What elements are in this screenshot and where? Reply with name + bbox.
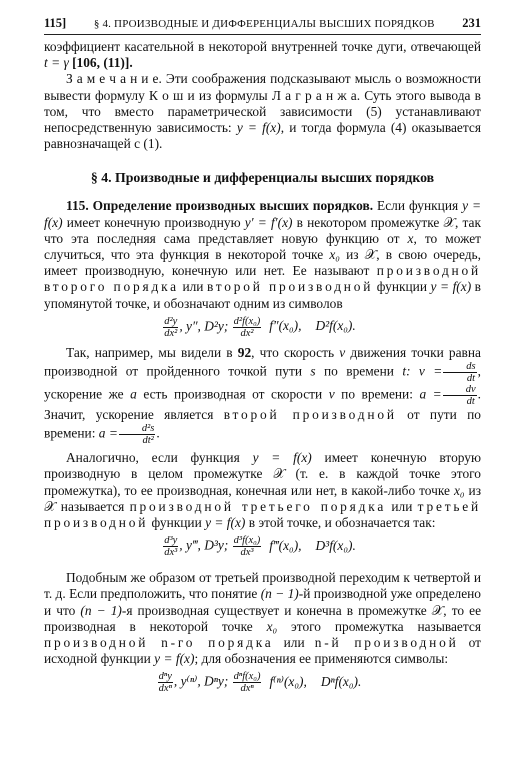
fraction: $\frac{\text{dⁿf(x₀)}}{\text{dxⁿ}}$ xyxy=(233,671,261,695)
running-title: § 4. ПРОИЗВОДНЫЕ И ДИФФЕРЕНЦИАЛЫ ВЫСШИХ ПОРЯДКОВ xyxy=(93,18,435,30)
paragraph-nth-derivative xyxy=(44,570,481,667)
spaced-term: производной n-го порядка xyxy=(44,635,274,651)
text: , то может случиться, что эта функция в некоторой точке xyxy=(44,230,481,263)
spaced-name: Л а г р а н ж а. xyxy=(271,87,361,103)
formula-third-derivative xyxy=(44,535,481,558)
subsection-heading: 115. Определение производных высших порядков. xyxy=(66,198,374,214)
math-inline: x₀ xyxy=(329,247,340,263)
math-inline: v xyxy=(328,386,335,402)
folio-number: 231 xyxy=(462,16,481,30)
reference: 92 xyxy=(237,344,252,360)
spaced-term: второй производной xyxy=(207,279,374,295)
formula-text: , y‴, D³y; xyxy=(179,537,232,553)
formula-nth-derivative xyxy=(44,671,481,694)
math-inline: y = f(x) xyxy=(252,450,312,466)
math-inline: t = γ xyxy=(44,55,69,71)
paragraph-example xyxy=(44,345,481,446)
text: или xyxy=(273,635,315,651)
formula-text: f″(x₀), xyxy=(269,318,302,334)
paragraph-definition xyxy=(44,198,481,311)
paragraph-third-derivative xyxy=(44,450,481,531)
text: Если функция xyxy=(373,198,463,214)
text: из формулы xyxy=(194,87,272,103)
text: -й производной уже определено и что xyxy=(44,586,482,618)
fraction: $\frac{\text{d²f(x₀)}}{\text{dx²}}$ xyxy=(233,315,261,339)
text: в упомянутой точке, и обозначают одним из символов xyxy=(44,279,482,311)
math-inline: (n − 1) xyxy=(80,602,122,618)
text: движения точки равна производной от пройденного точкой пути xyxy=(44,344,481,379)
math-inline: (n − 1) xyxy=(260,586,299,602)
text: функции xyxy=(148,515,206,531)
text: -я производная существует и конечна в промежутке 𝒳, то ее производная в некоторой точке xyxy=(44,602,482,634)
formula-text: , y⁽ⁿ⁾, Dⁿy; xyxy=(173,674,232,690)
text: в этой точке, и обозначается так: xyxy=(245,515,436,531)
fraction: $\frac{\text{d²y}}{\text{dx²}}$ xyxy=(164,315,178,339)
formula-text: f⁽ⁿ⁾(x₀), xyxy=(269,674,307,690)
text: от пути по времени: xyxy=(44,407,482,441)
running-header xyxy=(44,16,481,35)
section-title: § 4. Производные и дифференциалы высших порядков xyxy=(90,170,435,186)
text: от исходной функции xyxy=(44,635,482,667)
formula-second-derivative xyxy=(44,316,481,339)
spaced-term: n-й производной xyxy=(314,635,459,651)
math-inline: t: v = xyxy=(402,363,443,379)
text: есть производная от скорости xyxy=(136,386,329,402)
spaced-term: производной второго порядка xyxy=(44,263,481,295)
text: . xyxy=(156,425,160,441)
text: по времени: xyxy=(334,386,420,402)
math-inline: x xyxy=(407,230,414,246)
text: коэффициент касательной в некоторой внутренней точке дуги, отвечающей xyxy=(44,39,481,54)
text: , и тогда формула (4) оказывается равнозначащей с (1). xyxy=(44,120,481,152)
spaced-name: К о ш и xyxy=(149,87,195,103)
text: З а м е ч а н и е. Эти соображения подсказывают мысль о возможности вывести формулу xyxy=(44,71,481,103)
paragraph-remark xyxy=(44,71,481,152)
math-inline: y = f(x) xyxy=(430,279,472,295)
text: из 𝒳 называется xyxy=(44,482,481,514)
text: имеет конечную вторую производную в целом промежутке 𝒳 (т. е. в каждой точке этого промежутка), то ее производная, конечная или нет, в какой-либо точке xyxy=(44,450,481,498)
math-inline: y = f(x) xyxy=(236,120,281,136)
formula-text: f‴(x₀), xyxy=(269,537,302,553)
formula-text: D²f(x₀). xyxy=(315,318,356,334)
text: имеет конечную производную xyxy=(62,214,245,230)
math-inline: y = f(x) xyxy=(154,651,195,667)
text: Суть этого вывода в том, что вместо параметрической зависимости (5) устанавливают непосредственную зависимость: xyxy=(44,87,481,136)
spaced-term: производной третьего порядка xyxy=(129,498,387,514)
math-inline: s xyxy=(310,363,316,379)
paragraph-continuation xyxy=(44,39,481,71)
reference: [106, (11)]. xyxy=(68,55,133,71)
math-inline: a xyxy=(130,386,137,402)
math-inline: y′ = f′(x) xyxy=(244,214,293,230)
text: или xyxy=(386,498,418,514)
math-inline: a = xyxy=(419,386,442,402)
formula-text: D³f(x₀). xyxy=(315,537,356,553)
text: Аналогично, если функция xyxy=(66,450,253,466)
fraction: $\frac{dv}{dt}$ xyxy=(443,384,477,407)
math-inline: x₀ xyxy=(453,482,465,498)
text: по времени xyxy=(315,363,403,379)
fraction: $\frac{ds}{dt}$ xyxy=(443,361,476,384)
math-inline: v xyxy=(339,344,346,360)
math-inline: y = f(x) xyxy=(44,198,482,230)
text: функции xyxy=(373,279,431,295)
math-inline: x₀ xyxy=(266,618,278,634)
text: в некотором промежутке 𝒳, так что эта последняя сама представляет новую функцию от xyxy=(44,214,481,246)
fraction: $\frac{\text{dⁿy}}{\text{dxⁿ}}$ xyxy=(158,671,172,695)
spaced-term: второй производной xyxy=(223,407,397,423)
text: Так, например, мы видели в xyxy=(66,344,238,360)
text: этого промежутка называется xyxy=(277,618,481,634)
text: , что скорость xyxy=(251,344,340,360)
formula-text: , y″, D²y; xyxy=(179,318,232,334)
formula-text: Dⁿf(x₀). xyxy=(320,674,362,690)
text: . Значит, ускорение является xyxy=(44,386,481,423)
fraction: $\frac{\text{d³f(x₀)}}{\text{dx³}}$ xyxy=(233,535,261,559)
fraction: $\frac{\text{d³y}}{\text{dx³}}$ xyxy=(164,535,178,559)
fraction: $\frac{\text{d²s}}{\text{dt²}}$ xyxy=(119,423,155,446)
math-inline: a = xyxy=(98,425,118,441)
text: Подобным же образом от третьей производной переходим к четвертой и т. д. Если предположить, что понятие xyxy=(44,570,481,602)
math-inline: y = f(x) xyxy=(205,515,246,531)
page-section-number: 115] xyxy=(44,16,67,30)
text: из 𝒳, в свою очередь, имеет производную, конечную или нет. Ее называют xyxy=(44,247,481,279)
text: или xyxy=(178,279,207,295)
text: ; для обозначения ее применяются символы: xyxy=(194,651,449,667)
spaced-term: третьей производной xyxy=(44,498,481,531)
text: , ускорение же xyxy=(44,363,481,402)
